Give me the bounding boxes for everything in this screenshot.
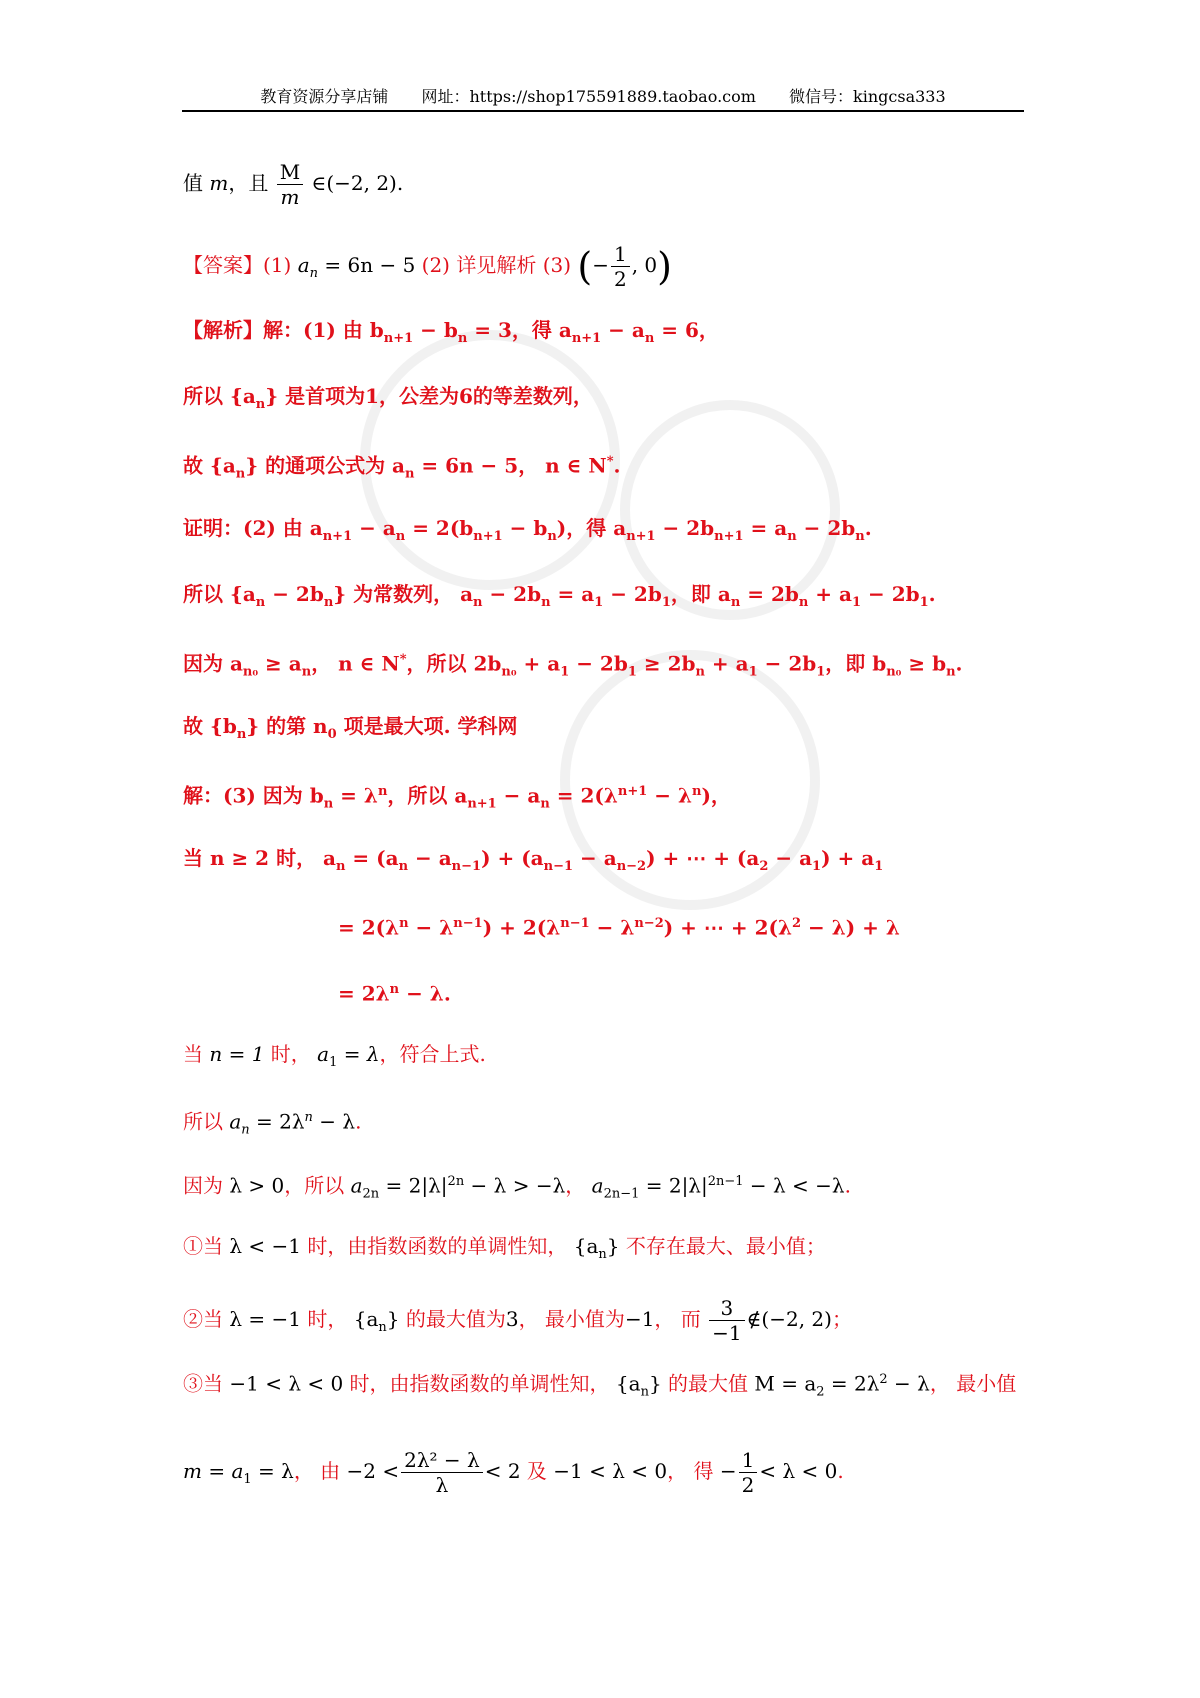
solution-line-4: 证明：(2) 由 $a_{n+1} - a_n = 2(b_{n+1} - b_n)$，得 $a_{n+1} - 2b_{n+1} = a_n - 2b_n$. (183, 516, 872, 544)
page-header (182, 86, 1024, 112)
solution-line-7: 故 $\{b_n\}$ 的第 $n_0$ 项是最大项. 学科网 (183, 714, 518, 742)
wechat-id: 微信号：kingcsa333 (789, 87, 946, 106)
solution-line-9: 当 n ≥ 2 时， $a_n = (a_n - a_{n-1}) + (a_{n-1} - a_{n-2})$ + ⋯ + $(a_2 - a_1) + a_1$ (183, 846, 884, 874)
solution-line-16: ②当 λ = −1 时， $\{a_n\}$ 的最大值为3， 最小值为−1， 而 $\frac{3}{-1}$ ∉(−2, 2)； (183, 1296, 852, 1345)
solution-line-18: $m = a_1 = \lambda$， 由 −2 < $\frac{\text{2λ² − λ}}{\lambda}$ < 2 及 −1 < λ < 0， 得 − $\frac{1}{2}$ < λ < 0. (183, 1448, 844, 1497)
solution-line-11: = $2\lambda^n - \lambda$. (338, 981, 451, 1006)
shop-name: 教育资源分享店铺 (260, 87, 389, 106)
answer-line: 【答案】(1) $a_n = 6n - 5$ (2) 详见解析 (3) (− $\frac{1}{2}$ , 0) (183, 242, 672, 291)
solution-line-13: 所以 $a_n = 2\lambda^n - \lambda$. (183, 1109, 362, 1138)
question-tail: 值 m，且 $\frac{M}{m}$ ∈(−2, 2). (183, 160, 404, 209)
solution-line-3: 故 $\{a_n\}$ 的通项公式为 $a_n = 6n - 5$， n ∈ N*. (183, 453, 621, 482)
solution-line-14: 因为 λ > 0，所以 $a_{2n} = 2|\lambda|^{2n} - \lambda > -\lambda$， $a_{2n-1} = 2|\lambda|^{2n-1} - \lambda < -\lambda$. (183, 1173, 851, 1202)
solution-line-12: 当 n = 1 时， $a_1 = \lambda$，符合上式. (183, 1042, 486, 1070)
solution-line-10: = $2(\lambda^n - \lambda^{n-1}) + 2(\lambda^{n-1} - \lambda^{n-2})$ + ⋯ + $2(\lambda^2 - \lambda) + \lambda$ (338, 915, 900, 940)
solution-line-6: 因为 $a_{n_0} \ge a_n$， n ∈ N*，所以 $2b_{n_0} + a_1 - 2b_1 \ge 2b_n + a_1 - 2b_1$，即 $b_{n_0} \ge b_n$. (183, 651, 963, 680)
solution-line-2: 所以 $\{a_n\}$ 是首项为1，公差为6的等差数列， (183, 384, 593, 412)
solution-line-8: 解：(3) 因为 $b_n = \lambda^n$，所以 $a_{n+1} - a_n = 2(\lambda^{n+1} - \lambda^n)$， (183, 783, 731, 812)
solution-line-1: 【解析】解：(1) 由 $b_{n+1} - b_n = 3$，得 $a_{n+1} - a_n = 6$， (183, 318, 719, 346)
shop-url: 网址：https://shop175591889.taobao.com (421, 87, 756, 106)
solution-line-5: 所以 $\{a_n - 2b_n\}$ 为常数列， $a_n - 2b_n = a_1 - 2b_1$，即 $a_n = 2b_n + a_1 - 2b_1$. (183, 582, 936, 610)
solution-line-17: ③当 −1 < λ < 0 时，由指数函数的单调性知， $\{a_n\}$ 的最大值 $M = a_2 = 2\lambda^2 - \lambda$， 最小值 (183, 1371, 1017, 1400)
solution-line-15: ①当 λ < −1 时，由指数函数的单调性知， $\{a_n\}$ 不存在最大、最小值； (183, 1234, 826, 1262)
